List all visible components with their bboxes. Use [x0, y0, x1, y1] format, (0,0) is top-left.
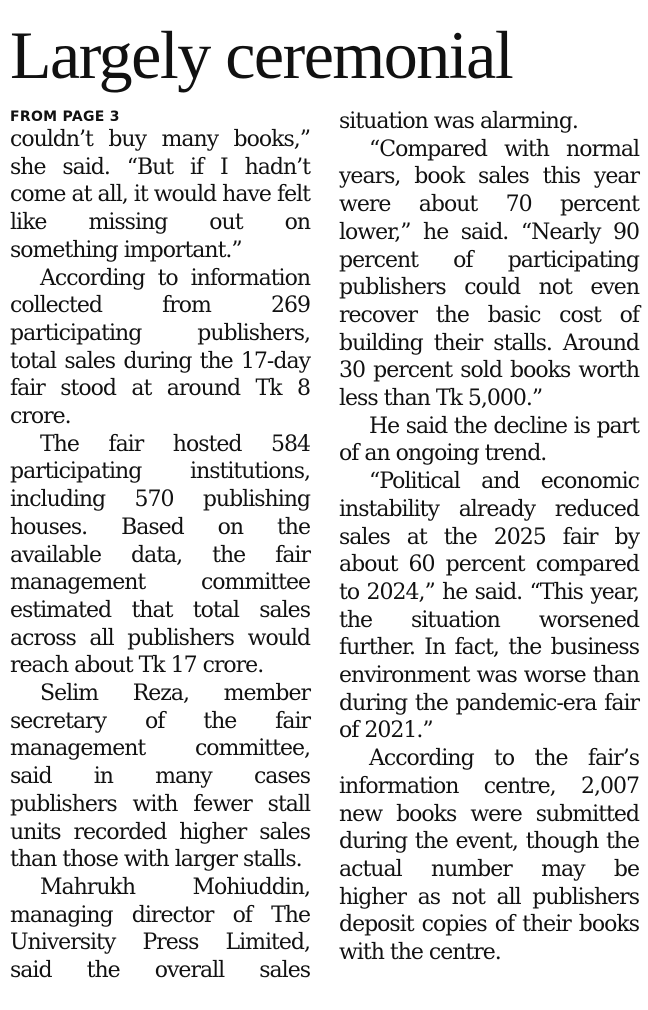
paragraph: The fair hosted 584 participating institutions, including 570 publishing houses. Based on the available data, the fair management committee estimated that total sales across all publishers would reach about Tk 17 crore. — [10, 431, 310, 679]
paragraph: Selim Reza, member secretary of the fair management committee, said in many cases publishers with fewer stall units recorded higher sales than those with larger stalls. — [10, 681, 310, 873]
paragraph: “Political and economic instability already reduced sales at the 2025 fair by about 60 percent compared to 2024,” he said. “This year, the situation worsened further. In fact, the business environment was worse than during the pandemic-era fair of 2021.” — [339, 469, 639, 744]
paragraph: According to information collected from 269 participating publishers, total sales during the 17-day fair stood at around Tk 8 crore. — [10, 265, 310, 430]
headline: Largely ceremonial — [10, 17, 513, 93]
kicker-from-page: FROM PAGE 3 — [10, 109, 120, 125]
paragraph: Mahrukh Mohiuddin, managing director of The University Press Limited, said the overall sales — [10, 874, 310, 984]
article-column-right — [339, 108, 639, 967]
paragraph: situation was alarming. — [339, 109, 578, 134]
article-column-left — [10, 108, 310, 985]
paragraph: “Compared with normal years, book sales this year were about 70 percent lower,” he said. “Nearly 90 percent of participating publishers could not even recover the basic cost of building their stalls. Around 30 percent sold books worth less than Tk 5,000.” — [339, 136, 639, 412]
paragraph: According to the fair’s information centre, 2,007 new books were submitted during the event, though the actual number may be higher as not all publishers deposit copies of their books with the centre. — [339, 746, 639, 966]
paragraph: He said the decline is part of an ongoing trend. — [339, 413, 639, 467]
paragraph: couldn’t buy many books,” she said. “But if I hadn’t come at all, it would have felt like missing out on something important.” — [10, 127, 310, 263]
